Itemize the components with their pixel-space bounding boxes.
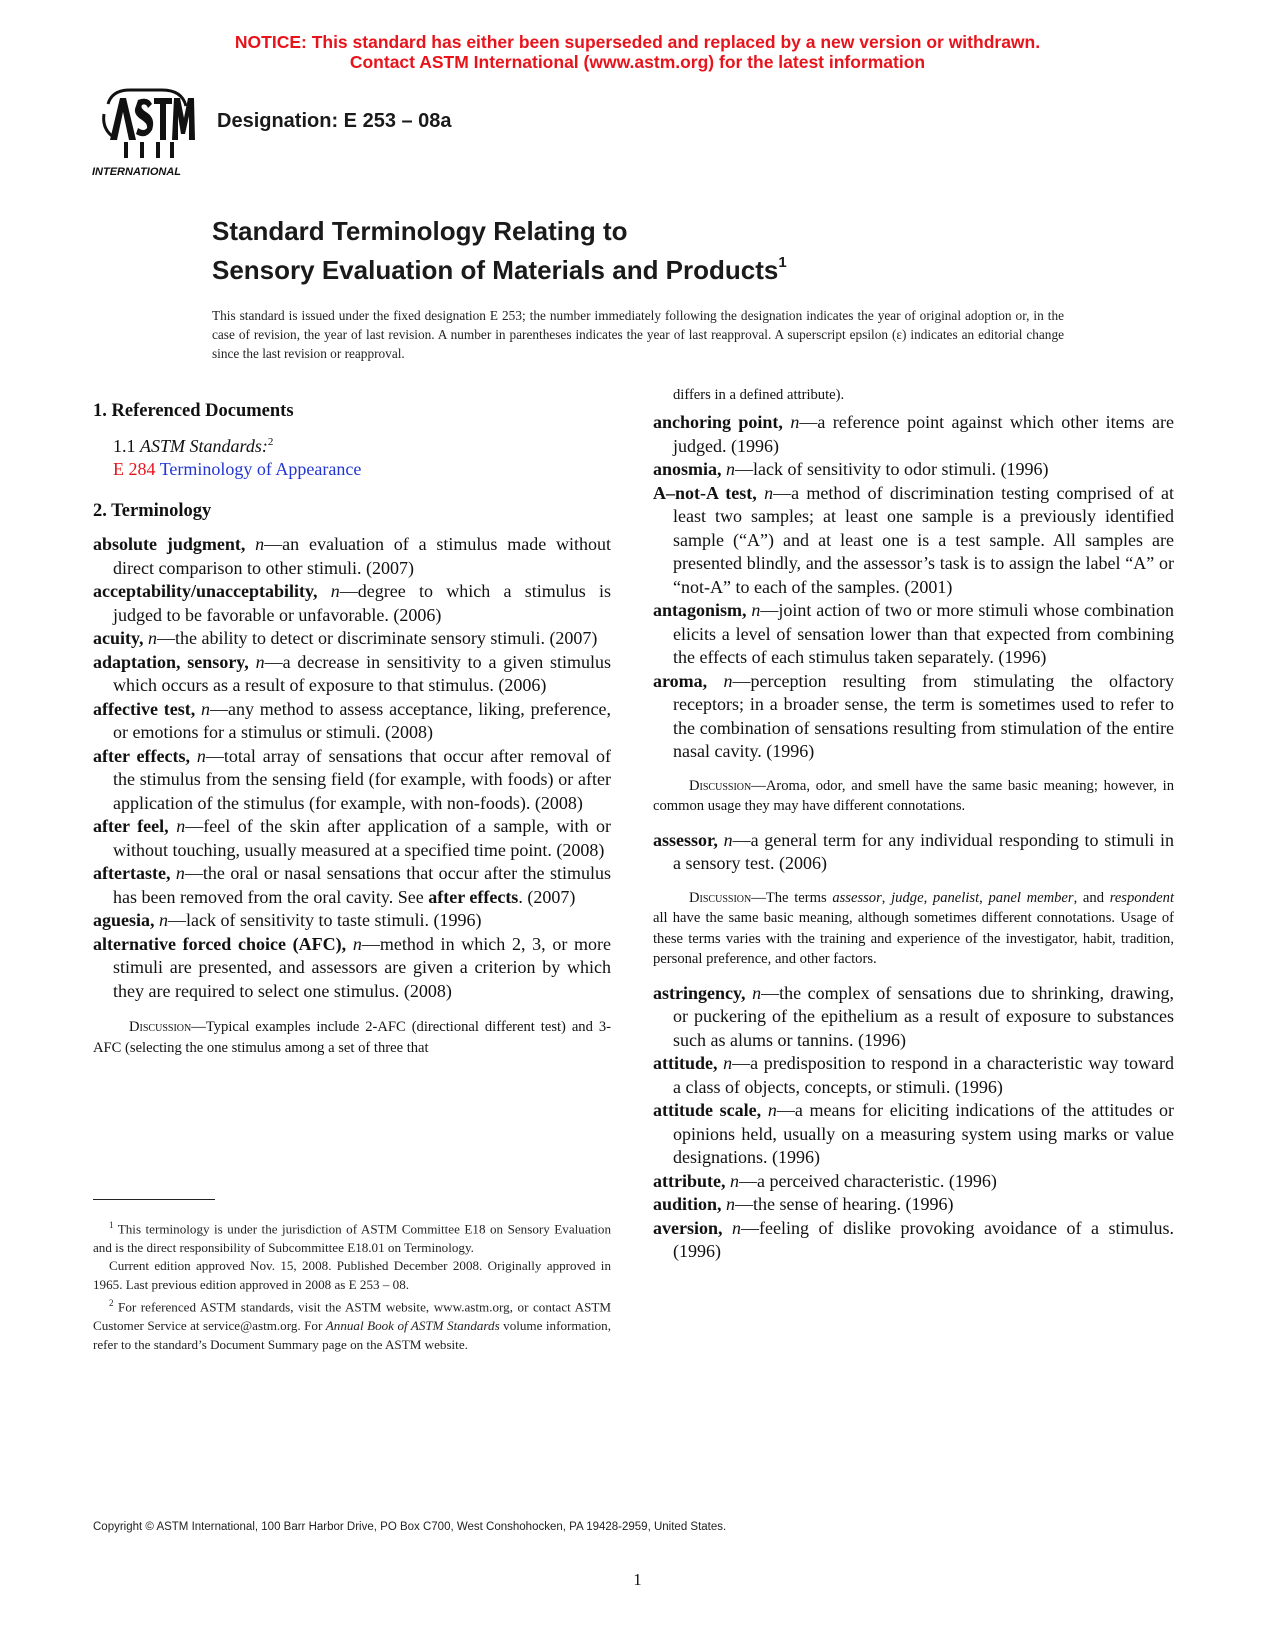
footnote-rule [93,1199,215,1200]
page-number: 1 [633,1570,642,1589]
entry-part-of-speech: n [790,412,800,432]
glossary-entry [653,411,1174,458]
entry-part-of-speech: n [176,816,186,836]
term-judge: judge [891,889,924,906]
glossary-entry [653,1193,1174,1217]
left-column [93,400,611,1070]
entry-definition: —total array of sensations that occur after removal of the stimulus from the sensing field (for example, with foods) or after application of the stimulus (for example, with non-foods). (2008) [113,745,611,813]
glossary-entry [653,1170,1174,1194]
entry-term: astringency, [653,982,746,1003]
entry-term: affective test, [93,698,196,719]
footnotes [93,1216,611,1354]
subsection-number: 1.1 [113,435,136,456]
entry-definition: —an evaluation of a stimulus made without direct comparison to other stimuli. (2007) [113,534,612,578]
entry-definition: —joint action of two or more stimuli whose combination elicits a level of sensation lower than that expected from combining the effects of each stimulus taken separately. (1996) [673,600,1174,667]
entry-term: antagonism, [653,600,747,620]
entry-definition: —the ability to detect or discriminate sensory stimuli. (2007) [157,628,598,648]
footnote-2 [93,1294,611,1354]
glossary-entry [653,482,1174,600]
title-line-1: Standard Terminology Relating to [212,216,628,246]
entry-term: absolute judgment, [93,534,246,554]
entry-part-of-speech: n [352,933,362,954]
footnote-text: volume information, refer to the standard’s Document Summary page on the ASTM website. [93,1318,611,1352]
entry-part-of-speech: n [767,1100,777,1120]
scope-note: This standard is issued under the fixed designation E 253; the number immediately following the designation indicates the year of original adoption or, in the case of revision, the year of last revision. A number in parentheses indicates the year of last reapproval. A superscript epsilon (ε) indicates an editorial change since the last revision or reapproval. [212,308,1064,361]
separator: , and [1073,889,1110,906]
assessor-discussion [653,888,1174,970]
entry-part-of-speech: n [723,829,733,850]
glossary-entry-assessor [653,829,1174,876]
glossary-entry [653,1217,1174,1264]
entry-term: adaptation, sensory, [93,651,249,672]
entry-term: acceptability/unacceptability, [93,581,318,601]
entry-definition-tail: . (2007) [518,886,576,907]
notice-line-2[interactable]: Contact ASTM International (www.astm.org) for the latest information [349,52,926,72]
entry-term: anchoring point, [653,412,783,432]
logo-org-name: INTERNATIONAL [92,166,182,178]
entry-part-of-speech: n [175,863,185,883]
entry-part-of-speech: n [726,1194,736,1214]
entry-definition: —a reference point against which other items are judged. (1996) [673,412,1174,456]
entry-term: attitude scale, [653,1100,762,1120]
entry-part-of-speech: n [196,745,206,766]
entry-definition: —feeling of dislike provoking avoidance of a stimulus. (1996) [673,1217,1174,1261]
entry-part-of-speech: n [764,482,774,503]
entry-part-of-speech: n [255,651,265,672]
discussion-text: —The terms [751,889,833,906]
entry-definition: —feel of the skin after application of a sample, with or without touching, usually measured at a specified time point. (2008) [113,816,612,860]
entry-definition: —a predisposition to respond in a characteristic way toward a class of objects, concepts, or stimuli. (1996) [673,1053,1174,1097]
entry-term: aroma, [653,670,708,691]
discussion-text: —Typical examples include 2-AFC (directional different test) and 3-AFC (selecting the one stimulus among a set of three that [93,1019,611,1056]
afc-discussion [93,1017,611,1058]
discussion-text: —Aroma, odor, and smell have the same basic meaning; however, in common usage they may have different connotations. [653,777,1174,814]
glossary-entry [93,909,611,933]
footnote-book-title: Annual Book of ASTM Standards [325,1318,500,1334]
footnote-mark: 1 [109,1220,114,1230]
entry-definition: —a general term for any individual responding to stimuli in a sensory test. (2006) [673,829,1174,873]
entry-part-of-speech: n [729,1170,739,1191]
term-panelist: panelist [932,889,980,906]
right-column [653,387,1175,1264]
section-1-heading: 1. Referenced Documents [93,401,294,421]
copyright-line: Copyright © ASTM International, 100 Barr Harbor Drive, PO Box C700, West Conshohocken, PA 19428-2959, United States. [93,1521,727,1533]
footnote-text: For referenced ASTM standards, visit the ASTM website, www.astm.org, or contact ASTM Customer Service at service@astm.org. For [93,1299,611,1334]
left-entry-list [93,533,611,1003]
title-line-2: Sensory Evaluation of Materials and Products [212,255,779,285]
glossary-entry [93,651,611,698]
entry-term: aftertaste, [93,863,171,883]
glossary-entry [93,698,611,745]
reference-code-link[interactable]: E 284 [113,459,156,479]
entry-part-of-speech: n [201,698,210,719]
entry-term: anosmia, [653,459,722,479]
entry-definition: —the oral or nasal sensations that occur after the stimulus has been removed from the oral cavity. See [113,863,611,907]
document-title [212,216,787,286]
withdrawal-notice [0,32,1275,72]
glossary-entry [93,580,611,627]
entry-part-of-speech: n [723,1053,733,1073]
separator: , [979,889,989,906]
entry-definition: —degree to which a stimulus is judged to be favorable or unfavorable. (2006) [113,581,612,625]
glossary-entry [93,933,611,1004]
entry-definition: —the sense of hearing. (1996) [735,1194,954,1214]
entry-part-of-speech: n [255,534,265,554]
astm-logo [90,84,200,180]
astm-standards-subsection [93,431,611,459]
entry-term: assessor, [653,829,718,850]
entry-term: attribute, [653,1170,726,1191]
reference-e284[interactable] [93,458,611,482]
entry-term: audition, [653,1194,722,1214]
entry-part-of-speech: n [148,628,158,648]
glossary-entry [653,1099,1174,1170]
term-panel-member: panel member [988,889,1074,906]
separator: , [923,889,933,906]
entry-part-of-speech: n [751,600,761,620]
discussion-text: all have the same basic meaning, although sometimes different connotations. Usage of these terms varies with the training and experience of the investigator, habit, tradition, personal preference, and other factors. [653,910,1174,967]
entry-definition: —lack of sensitivity to taste stimuli. (1996) [168,910,482,930]
reference-title-link[interactable]: Terminology of Appearance [159,459,362,479]
glossary-entry [93,745,611,816]
subsection-title: ASTM Standards: [140,435,268,456]
right-entry-list-a [653,411,1174,764]
footnote-text: This terminology is under the jurisdiction of ASTM Committee E18 on Sensory Evaluation and is the direct responsibility of Subcommittee E18.01 on Terminology. [93,1221,611,1255]
footnote-mark: 2 [109,1298,114,1309]
glossary-entry [653,1052,1174,1099]
glossary-entry [653,670,1174,764]
glossary-entry [653,982,1174,1053]
aroma-discussion [653,776,1174,817]
entry-definition: —any method to assess acceptance, liking, preference, or emotions for a stimulus or stimuli. (2008) [113,698,612,742]
entry-definition: —method in which 2, 3, or more stimuli are presented, and assessors are given a criterion by which they are required to select one stimulus. (2008) [113,933,612,1001]
entry-term: after feel, [93,816,169,836]
entry-part-of-speech: n [159,910,169,930]
designation: Designation: E 253 – 08a [217,110,452,132]
discussion-label: Discussion [129,1019,192,1035]
entry-part-of-speech: n [732,1217,742,1238]
entry-definition: —lack of sensitivity to odor stimuli. (1996) [735,459,1049,479]
subsection-footnote-mark: 2 [267,435,274,448]
glossary-entry [93,627,611,651]
entry-term: alternative forced choice (AFC), [93,933,347,954]
separator: , [881,889,892,906]
entry-part-of-speech: n [752,982,762,1003]
glossary-entry [93,815,611,862]
title-footnote-mark: 1 [778,254,787,271]
discussion-label: Discussion [689,889,752,906]
entry-definition: —the complex of sensations due to shrinking, drawing, or puckering of the epithelium as a result of exposure to substances such as alums or tannins. (1996) [673,982,1175,1050]
footnote-1 [93,1216,611,1257]
glossary-entry [653,599,1174,670]
entry-term: A–not-A test, [653,482,757,503]
term-assessor: assessor [832,889,882,906]
glossary-entry [93,533,611,580]
section-2-heading: 2. Terminology [93,500,212,521]
entry-part-of-speech: n [330,581,340,601]
entry-term: attitude, [653,1053,718,1073]
entry-term: after effects, [93,745,190,766]
term-respondent: respondent [1109,889,1174,906]
entry-part-of-speech: n [723,670,733,691]
discussion-continuation: differs in a defined attribute). [673,387,845,403]
footnote-1-edition: Current edition approved Nov. 15, 2008. Published December 2008. Originally approved in 1965. Last previous edition approved in 2008 as E 253 – 08. [93,1258,611,1292]
entry-definition: —a method of discrimination testing comprised of at least two samples; at least one sample is a previously identified sample (“A”) and at least one is a test sample. All samples are presented blindly, and the assessor’s task is to assign the label “A” or “not-A” to each of the samples. (2001) [673,482,1175,597]
notice-line-1: NOTICE: This standard has either been superseded and replaced by a new version or withdrawn. [234,32,1041,52]
entry-definition: —a perceived characteristic. (1996) [738,1170,997,1191]
right-entry-list-b [653,982,1174,1264]
entry-definition: —a decrease in sensitivity to a given stimulus which occurs as a result of exposure to that stimulus. (2006) [113,651,611,695]
entry-definition: —perception resulting from stimulating the olfactory receptors; in a broader sense, the term is sometimes used to refer to the combination of sensations resulting from stimulation of the entire nasal cavity. (1996) [673,670,1175,761]
entry-term: aversion, [653,1217,723,1238]
entry-part-of-speech: n [726,459,736,479]
entry-definition: —a means for eliciting indications of the attitudes or opinions held, usually on a measuring system using marks or value designations. (1996) [673,1100,1174,1167]
glossary-entry [93,862,611,909]
glossary-entry [653,458,1174,482]
entry-term: aguesia, [93,910,155,930]
discussion-label: Discussion [689,777,752,794]
entry-see-also: after effects [428,886,519,907]
entry-term: acuity, [93,628,144,648]
